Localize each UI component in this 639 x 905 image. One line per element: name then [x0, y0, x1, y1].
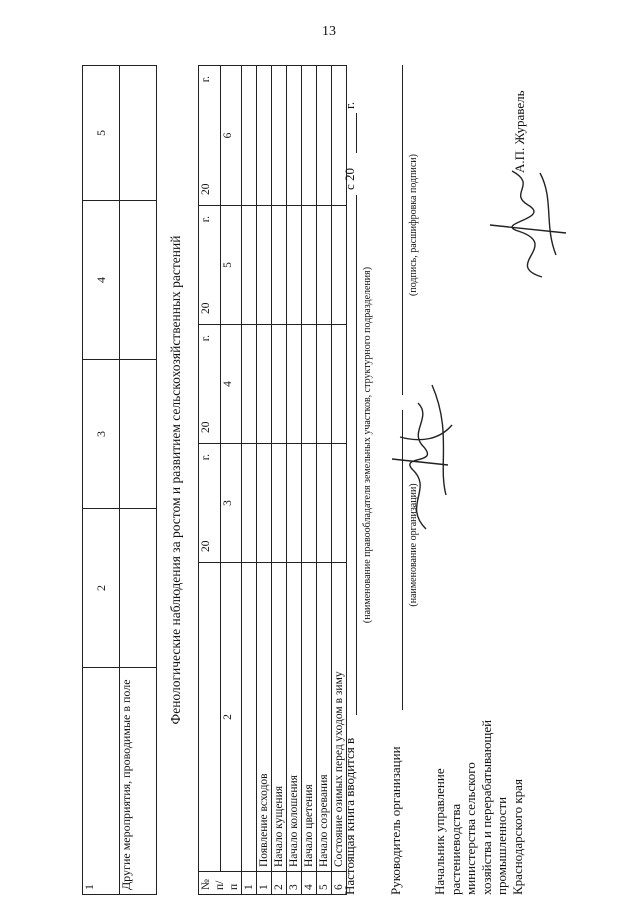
row-label: Состояние озимых перед уходом в зиму — [332, 563, 347, 872]
signatory-title — [432, 720, 525, 895]
row-number: 1 — [257, 872, 272, 895]
signatory-name: А.П. Журавель — [512, 90, 527, 173]
signature-mark — [382, 375, 462, 535]
table-cell — [242, 563, 257, 872]
table-row — [317, 66, 332, 895]
signatory-line: хозяйства и перерабатывающей — [478, 719, 494, 895]
table-cell — [317, 444, 332, 563]
table-cell — [120, 66, 157, 201]
table-cell — [242, 325, 257, 444]
book-fill-line — [356, 195, 357, 715]
table-cell — [257, 66, 272, 206]
signatory-line: промышленности — [494, 796, 509, 895]
section-title: Фенологические наблюдения за ростом и развитием сельскохозяйственных растений — [168, 235, 183, 725]
table-cell — [272, 325, 287, 444]
table-cell — [332, 206, 347, 325]
table-cell — [332, 325, 347, 444]
table-row — [120, 66, 157, 895]
column-number: 3 — [220, 444, 242, 563]
table-cell — [257, 206, 272, 325]
row-label: Начало созревания — [317, 563, 332, 872]
row-number: 3 — [287, 872, 302, 895]
table-cell — [302, 66, 317, 206]
table-cell — [120, 360, 157, 509]
row-label: Начало кущения — [272, 563, 287, 872]
org-caption: (наименование организации) — [408, 483, 419, 607]
page-number: 13 — [322, 24, 336, 39]
table-header-cell: 2 — [83, 509, 120, 668]
table-cell — [242, 444, 257, 563]
phenology-table — [198, 65, 347, 895]
table-cell — [242, 206, 257, 325]
rotated-content — [82, 65, 639, 895]
table-row — [302, 66, 317, 895]
sign-fill-line — [402, 65, 403, 395]
table-cell — [302, 206, 317, 325]
row-number: 6 — [332, 872, 347, 895]
table-cell — [332, 444, 347, 563]
table-cell — [257, 325, 272, 444]
table-cell — [317, 206, 332, 325]
table-header-cell: 4 — [83, 201, 120, 360]
row-number: 2 — [272, 872, 287, 895]
year-header: 20 г. — [199, 206, 221, 325]
table-cell — [272, 66, 287, 206]
activities-table — [82, 65, 157, 895]
table-cell — [272, 206, 287, 325]
table-row — [257, 66, 272, 895]
signatory-line: растениеводства — [447, 803, 463, 895]
table-header-cell: 3 — [83, 360, 120, 509]
table-cell — [302, 444, 317, 563]
table-header-row — [199, 66, 221, 895]
signatory-line: Краснодарского края — [509, 779, 525, 895]
table-row — [272, 66, 287, 895]
table-header-row — [83, 66, 120, 895]
row-label: Появление всходов — [257, 563, 272, 872]
row-label: Начало колошения — [287, 563, 302, 872]
table-cell — [287, 325, 302, 444]
row-label: Другие мероприятия, проводимые в поле — [120, 668, 157, 895]
date-fill-line — [356, 113, 357, 153]
signatory-line: министерства сельского — [463, 762, 478, 895]
table-cell — [317, 66, 332, 206]
header-blank — [199, 563, 221, 872]
row-number: 1 — [242, 872, 257, 895]
sign-caption: (подпись, расшифровка подписи) — [408, 154, 419, 296]
table-cell — [120, 509, 157, 668]
column-number: 2 — [220, 563, 242, 872]
head-label: Руководитель организации — [388, 746, 403, 895]
table-cell — [120, 201, 157, 360]
table-cell — [302, 325, 317, 444]
row-number: 4 — [302, 872, 317, 895]
year-header: 20 г. — [199, 444, 221, 563]
column-number: 4 — [220, 325, 242, 444]
num-header: № п/п — [199, 872, 242, 895]
signatory-line: Начальник управление — [432, 768, 447, 895]
column-number: 6 — [220, 66, 242, 206]
table-header-cell: 1 — [83, 668, 120, 895]
table-cell — [242, 66, 257, 206]
row-label: Начало цветения — [302, 563, 317, 872]
year-header: 20 г. — [199, 66, 221, 206]
table-cell — [287, 66, 302, 206]
table-header-cell: 5 — [83, 66, 120, 201]
table-cell — [287, 444, 302, 563]
book-intro-label: Настоящая книга вводится в — [342, 737, 357, 895]
table-row — [242, 66, 257, 895]
column-number-row — [220, 66, 242, 895]
book-caption: (наименование правообладателя земельных участков, структурного подразделения) — [362, 266, 373, 624]
table-cell — [257, 444, 272, 563]
table-cell — [317, 325, 332, 444]
official-signature — [482, 165, 572, 285]
row-number: 5 — [317, 872, 332, 895]
table-row — [287, 66, 302, 895]
table-cell — [287, 206, 302, 325]
date-prefix: с 20 — [342, 167, 357, 190]
year-header: 20 г. — [199, 325, 221, 444]
date-suffix: г. — [342, 101, 357, 109]
table-cell — [272, 444, 287, 563]
column-number: 5 — [220, 206, 242, 325]
